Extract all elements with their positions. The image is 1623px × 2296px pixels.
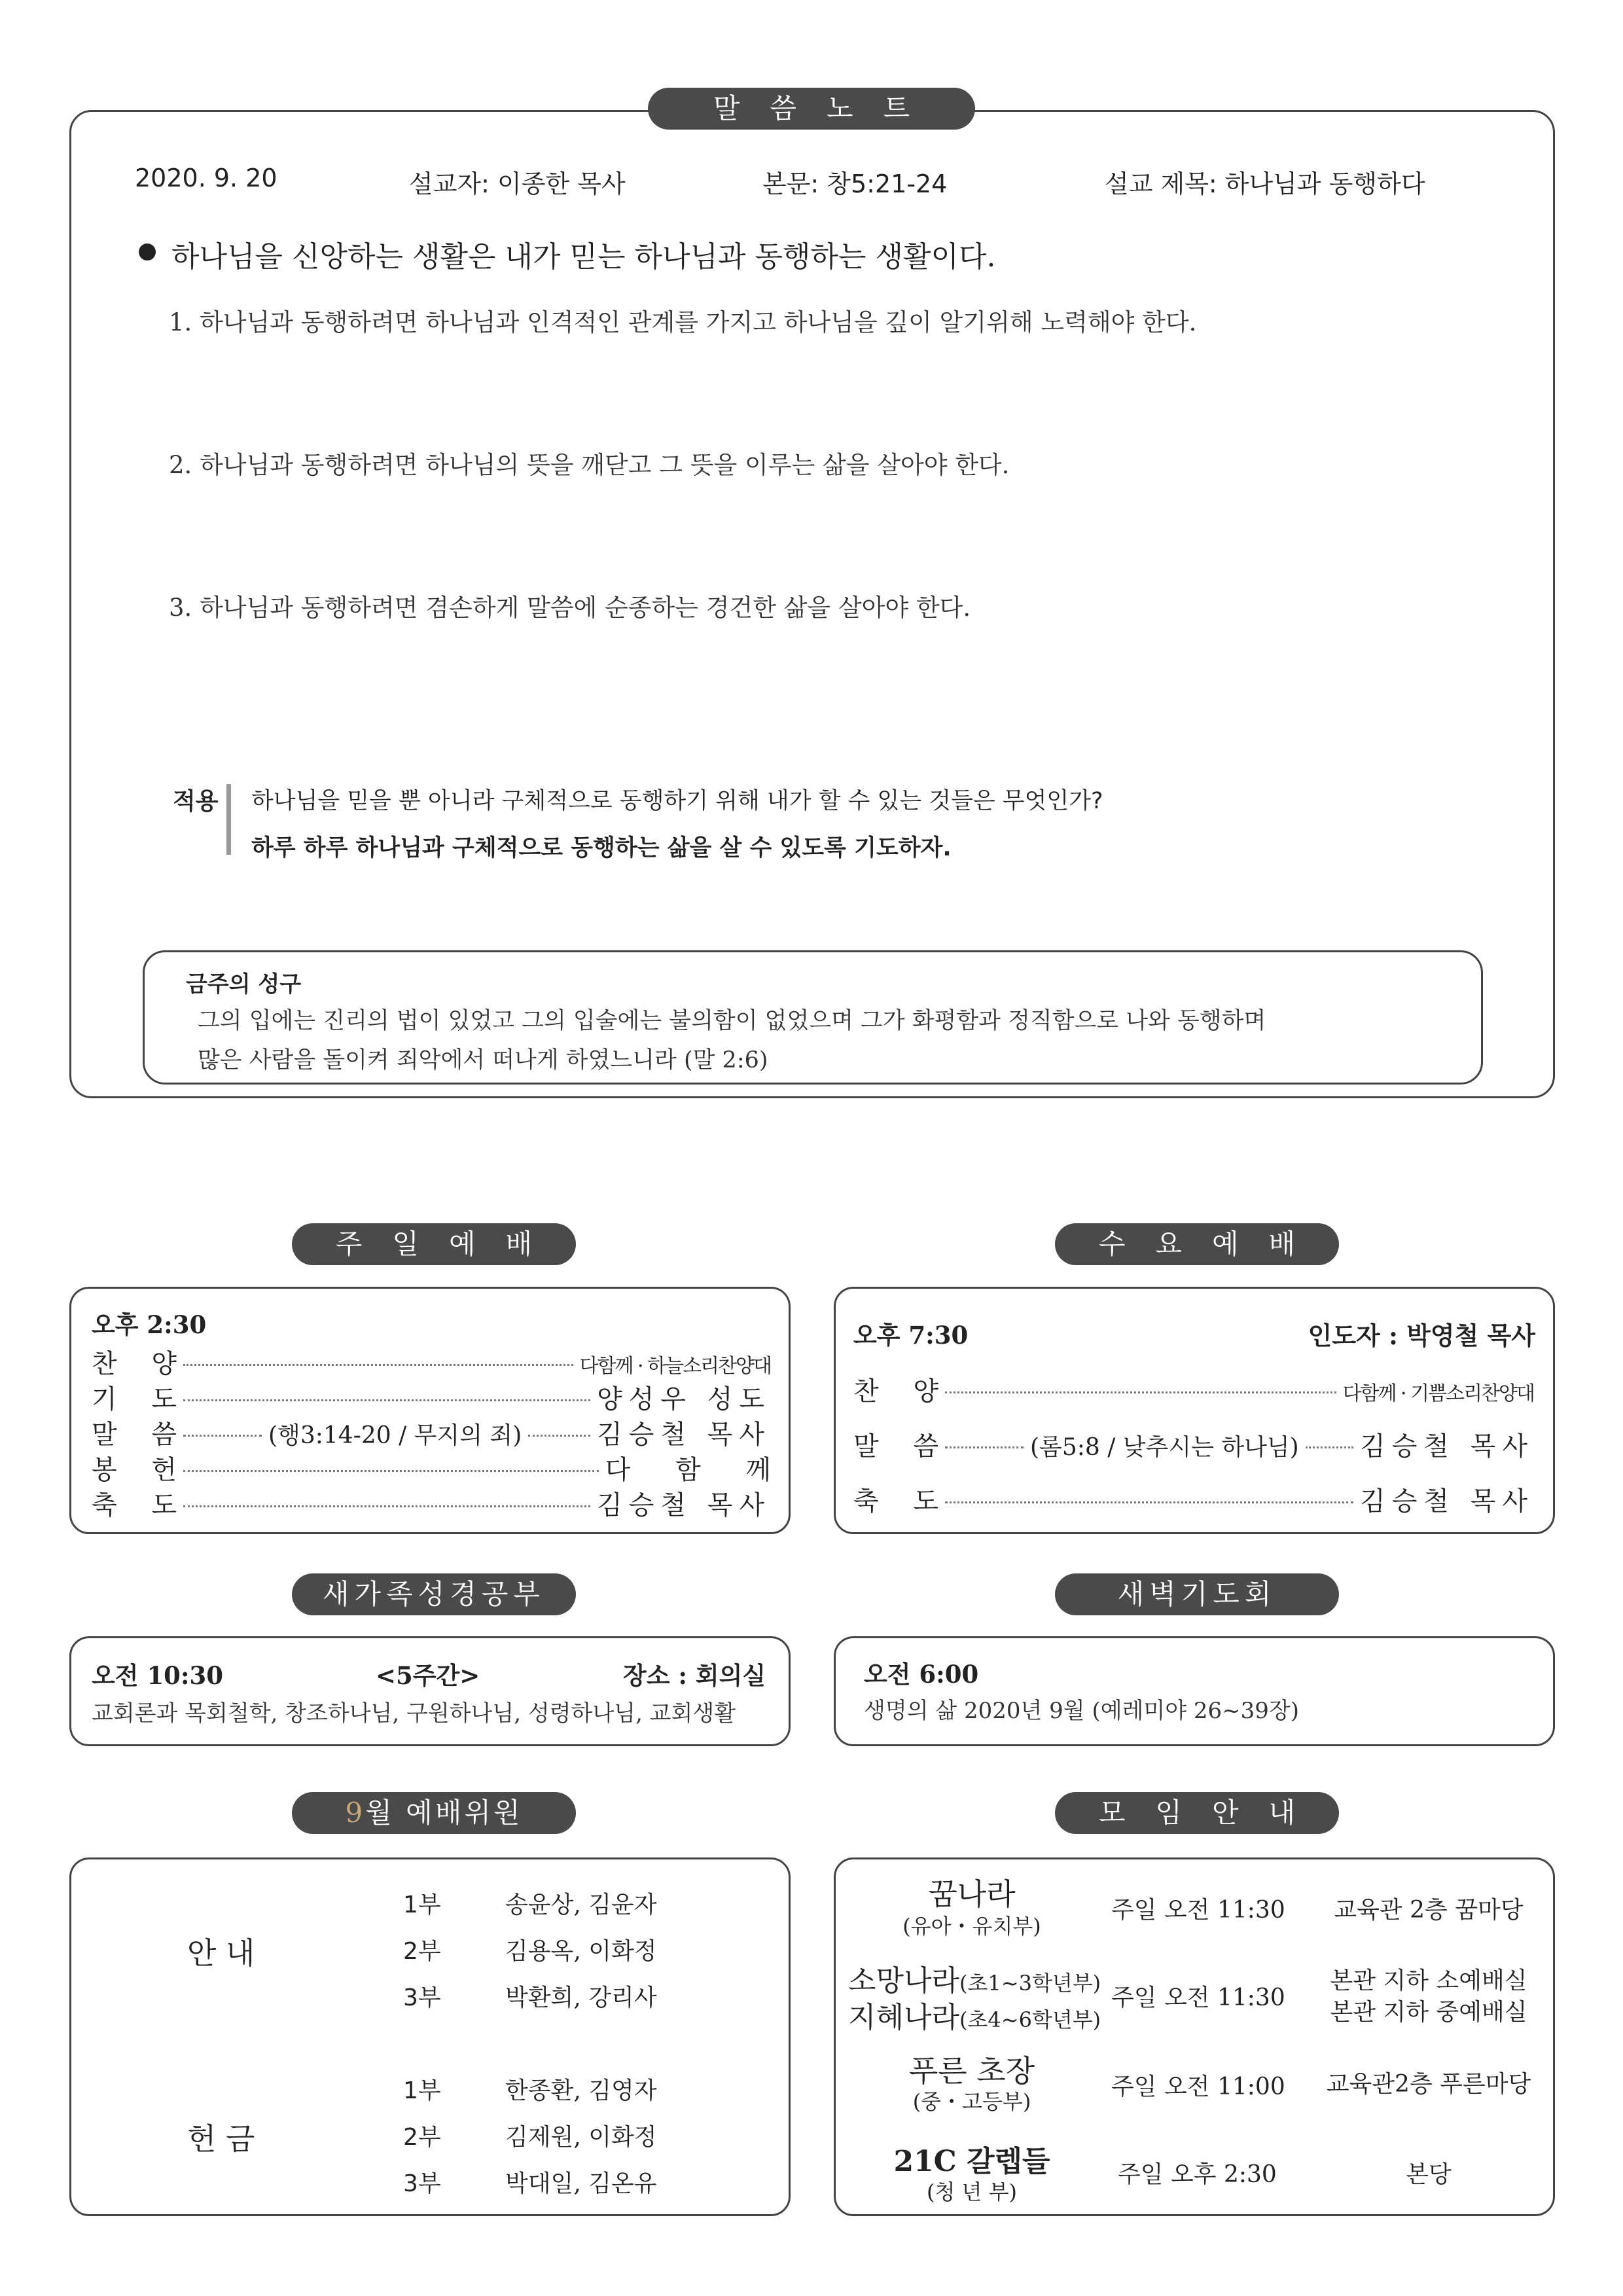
wednesday-row-word: 말 씀 (롬5:8 / 낮추시는 하나님) 김승철 목사 — [853, 1426, 1534, 1463]
sermon-point-2: 2. 하나님과 동행하려면 하나님의 뜻을 깨닫고 그 뜻을 이루는 삶을 살아야 한다. — [169, 451, 1010, 479]
verse-label: 금주의 성구 — [186, 971, 302, 997]
sunday-row-praise: 찬 양 다함께 · 하늘소리찬양대 — [92, 1349, 771, 1379]
wednesday-row-benediction: 축 도 김승철 목사 — [853, 1480, 1534, 1518]
sunday-row-benediction: 축 도 김승철 목사 — [92, 1484, 771, 1522]
wednesday-row-praise: 찬 양 다함께 · 기쁨소리찬양대 — [853, 1376, 1534, 1407]
meeting-4-sub: (청 년 부) — [926, 2179, 1018, 2204]
committee-offering-3-service: 3부 — [403, 2170, 441, 2197]
committee-usher-2-service: 2부 — [403, 1938, 441, 1965]
sunday-row-offering: 봉 헌 다 함 께 — [92, 1449, 771, 1486]
sunday-row-word: 말 씀 (행3:14-20 / 무지의 죄) 김승철 목사 — [92, 1414, 771, 1451]
meeting-2b-name-main: 지혜나라 — [848, 2001, 960, 2034]
dawn-prayer-box — [834, 1636, 1555, 1746]
meeting-1-time: 주일 오전 11:30 — [1111, 1897, 1285, 1924]
committee-offering-1-service: 1부 — [403, 2077, 441, 2104]
committee-usher-1-service: 1부 — [403, 1892, 441, 1918]
family-study-header: 새가족성경공부 — [292, 1573, 576, 1615]
verse-line-1: 그의 입에는 진리의 법이 있었고 그의 입술에는 불의함이 없었으며 그가 화평함과 정직함으로 나와 동행하며 — [198, 1008, 1266, 1034]
committee-header — [292, 1792, 576, 1834]
committee-offering-3-members: 박대일, 김온유 — [505, 2170, 657, 2197]
wednesday-word-value: 김승철 목사 — [1360, 1431, 1534, 1462]
sermon-point-3: 3. 하나님과 동행하려면 겸손하게 말씀에 순종하는 경건한 삶을 살아야 한다. — [169, 594, 971, 622]
meeting-3-name: 푸른 초장 — [908, 2053, 1035, 2089]
bullet-icon — [139, 243, 156, 260]
committee-group-usher: 안 내 — [187, 1935, 255, 1971]
meeting-1-sub: (유아・유치부) — [902, 1914, 1041, 1939]
meeting-2-name-main: 소망나라 — [848, 1964, 960, 1998]
committee-usher-1-members: 송윤상, 김윤자 — [505, 1892, 657, 1918]
sunday-praise-value: 다함께 · 하늘소리찬양대 — [579, 1355, 771, 1378]
wednesday-word-scripture: (롬5:8 / 낮추시는 하나님) — [1030, 1434, 1299, 1461]
sermon-date: 2020. 9. 20 — [135, 164, 277, 192]
committee-offering-2-members: 김제원, 이화정 — [505, 2124, 657, 2151]
committee-offering-2-service: 2부 — [403, 2124, 441, 2151]
family-study-place: 장소 : 회의실 — [623, 1661, 766, 1690]
dawn-prayer-text: 생명의 삶 2020년 9월 (예레미야 26~39장) — [864, 1698, 1300, 1724]
application-prayer: 하루 하루 하나님과 구체적으로 동행하는 삶을 살 수 있도록 기도하자. — [251, 835, 952, 861]
dawn-prayer-header: 새벽기도회 — [1055, 1573, 1339, 1615]
sermon-note-header: 말씀노트 — [648, 88, 975, 130]
meeting-1-name: 꿈나라 — [928, 1876, 1016, 1912]
wednesday-time: 오후 7:30 — [853, 1321, 969, 1350]
verse-line-2: 많은 사람을 돌이켜 죄악에서 떠나게 하였느니라 (말 2:6) — [198, 1047, 768, 1073]
application-label: 적용 — [173, 788, 219, 815]
meeting-4-name: 21C 갈렙들 — [893, 2145, 1050, 2178]
sermon-point-1: 1. 하나님과 동행하려면 하나님과 인격적인 관계를 가지고 하나님을 깊이 알기위해 노력해야 한다. — [169, 308, 1197, 336]
wednesday-worship-header: 수요예배 — [1055, 1223, 1339, 1265]
meeting-3-place: 교육관2층 푸른마당 — [1326, 2071, 1531, 2098]
family-study-time: 오전 10:30 — [92, 1661, 224, 1690]
meeting-1-place: 교육관 2층 꿈마당 — [1334, 1897, 1524, 1924]
committee-usher-3-service: 3부 — [403, 1984, 441, 2011]
sunday-row-prayer: 기 도 양성우 성도 — [92, 1378, 771, 1416]
meetings-header: 모임안내 — [1055, 1792, 1339, 1834]
family-study-box — [69, 1636, 791, 1746]
committee-group-offering: 헌 금 — [187, 2121, 255, 2157]
sunday-time: 오후 2:30 — [92, 1310, 207, 1339]
sermon-main-point: 하나님을 신앙하는 생활은 내가 믿는 하나님과 동행하는 생활이다. — [171, 240, 996, 274]
meeting-4-place: 본당 — [1406, 2161, 1452, 2188]
meeting-3-sub: (중・고등부) — [912, 2089, 1031, 2114]
meeting-2-place: 본관 지하 소예배실 — [1330, 1967, 1527, 1994]
meeting-4-time: 주일 오후 2:30 — [1118, 2161, 1277, 2188]
committee-header-month: 9 — [345, 1797, 366, 1829]
wednesday-leader: 인도자 : 박영철 목사 — [1308, 1321, 1535, 1350]
meeting-2-time: 주일 오전 11:30 — [1111, 1984, 1285, 2011]
committee-offering-1-members: 한종환, 김영자 — [505, 2077, 657, 2104]
meeting-2b-place: 본관 지하 중예배실 — [1330, 1999, 1527, 2026]
meeting-3-time: 주일 오전 11:00 — [1111, 2073, 1285, 2100]
wednesday-praise-value: 다함께 · 기쁨소리찬양대 — [1342, 1382, 1534, 1405]
meeting-2-name — [848, 1957, 1101, 1999]
sunday-offering-value: 다 함 께 — [605, 1455, 789, 1485]
application-divider — [226, 784, 231, 855]
sunday-word-scripture: (행3:14-20 / 무지의 죄) — [268, 1422, 522, 1449]
sunday-word-value: 김승철 목사 — [597, 1420, 771, 1450]
committee-usher-2-members: 김용옥, 이화정 — [505, 1938, 657, 1965]
committee-usher-3-members: 박환희, 강리사 — [505, 1984, 657, 2011]
sunday-prayer-value: 양성우 성도 — [597, 1384, 771, 1414]
meeting-2b-sub: (초4~6학년부) — [959, 2007, 1101, 2032]
dawn-prayer-time: 오전 6:00 — [864, 1660, 979, 1689]
sunday-benediction-value: 김승철 목사 — [597, 1490, 771, 1520]
sermon-preacher: 설교자: 이종한 목사 — [409, 170, 626, 198]
wednesday-benediction-value: 김승철 목사 — [1360, 1486, 1534, 1516]
family-study-topics: 교회론과 목회철학, 창조하나님, 구원하나님, 성령하나님, 교회생활 — [92, 1700, 736, 1727]
sermon-title: 설교 제목: 하나님과 동행하다 — [1105, 170, 1425, 198]
application-question: 하나님을 믿을 뿐 아니라 구체적으로 동행하기 위해 내가 할 수 있는 것들은 무엇인가? — [251, 788, 1103, 814]
committee-header-text: 월 예배위원 — [365, 1797, 523, 1829]
sermon-scripture: 본문: 창5:21-24 — [762, 170, 948, 198]
sunday-worship-header: 주일예배 — [292, 1223, 576, 1265]
meeting-2b-name — [848, 1994, 1101, 2036]
family-study-duration: <5주간> — [376, 1661, 480, 1690]
meeting-2-sub: (초1~3학년부) — [959, 1971, 1101, 1996]
